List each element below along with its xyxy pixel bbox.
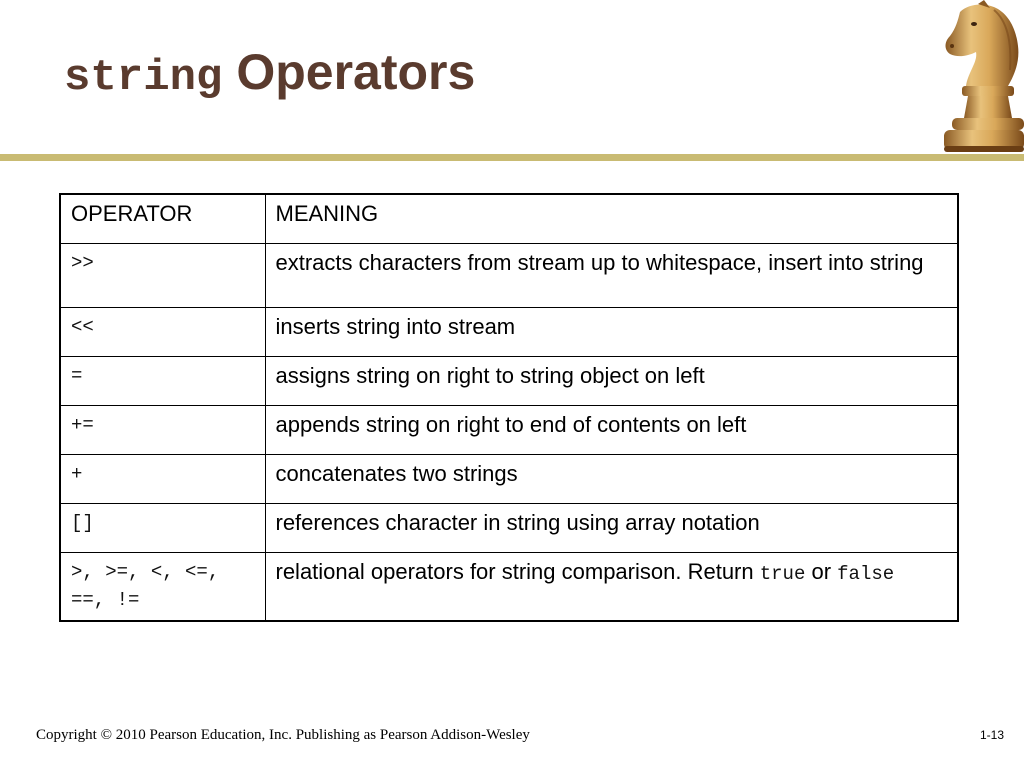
meaning-cell: extracts characters from stream up to whitespace, insert into string xyxy=(265,243,958,307)
title-text: Operators xyxy=(236,44,476,100)
table-row xyxy=(60,454,958,503)
header-operator: OPERATOR xyxy=(60,194,265,243)
meaning-cell: appends string on right to end of contents on left xyxy=(265,405,958,454)
operator-cell: << xyxy=(60,307,265,356)
meaning-cell xyxy=(265,552,958,621)
title-divider xyxy=(0,154,1024,161)
operator-cell: += xyxy=(60,405,265,454)
operator-cell: = xyxy=(60,356,265,405)
operator-cell: >> xyxy=(60,243,265,307)
meaning-mid: or xyxy=(805,558,838,584)
table-row xyxy=(60,356,958,405)
chess-knight-icon xyxy=(938,0,1024,154)
table-row xyxy=(60,307,958,356)
meaning-cell: assigns string on right to string object on left xyxy=(265,356,958,405)
meaning-cell: references character in string using array notation xyxy=(265,503,958,552)
meaning-cell: concatenates two strings xyxy=(265,454,958,503)
operators-table xyxy=(59,193,959,622)
operator-cell: [] xyxy=(60,503,265,552)
table-row xyxy=(60,503,958,552)
code-false: false xyxy=(837,562,895,585)
operator-cell: >, >=, <, <=, ==, != xyxy=(60,552,265,621)
table-header-row xyxy=(60,194,958,243)
operator-cell: + xyxy=(60,454,265,503)
copyright-footer: Copyright © 2010 Pearson Education, Inc. Publishing as Pearson Addison-Wesley xyxy=(36,727,530,743)
table-row xyxy=(60,552,958,621)
meaning-prefix: relational operators for string comparison. Return xyxy=(275,558,760,584)
slide-number: 1-13 xyxy=(979,728,1004,742)
meaning-cell: inserts string into stream xyxy=(265,307,958,356)
header-meaning: MEANING xyxy=(265,194,958,243)
table-row xyxy=(60,243,958,307)
table-row xyxy=(60,405,958,454)
code-true: true xyxy=(759,562,806,585)
page-title xyxy=(64,42,475,108)
title-code: string xyxy=(64,53,223,103)
